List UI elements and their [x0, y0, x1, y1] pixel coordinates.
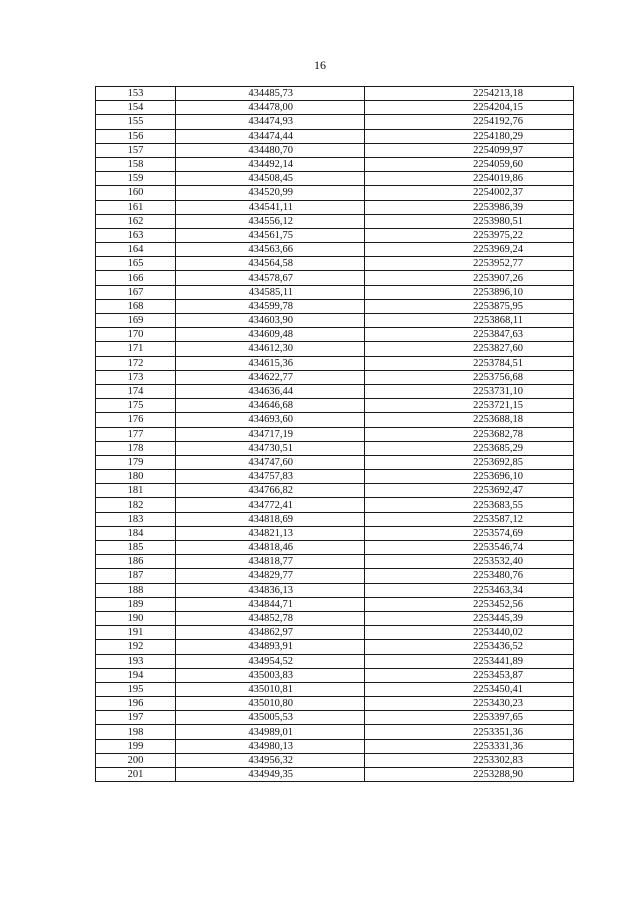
point-number-cell: 185 [96, 541, 176, 555]
table-row [96, 87, 574, 101]
point-number-cell: 190 [96, 611, 176, 625]
point-number-cell: 174 [96, 384, 176, 398]
y-coordinate-cell: 2253721,15 [365, 399, 574, 413]
x-coordinate-cell: 434478,00 [176, 101, 365, 115]
y-coordinate-cell: 2253331,36 [365, 739, 574, 753]
y-coordinate-cell: 2253445,39 [365, 611, 574, 625]
x-coordinate-cell: 434893,91 [176, 640, 365, 654]
y-coordinate-cell: 2253692,47 [365, 484, 574, 498]
table-row [96, 214, 574, 228]
y-coordinate-cell: 2253683,55 [365, 498, 574, 512]
x-coordinate-cell: 434508,45 [176, 172, 365, 186]
x-coordinate-cell: 434954,52 [176, 654, 365, 668]
y-coordinate-cell: 2254019,86 [365, 172, 574, 186]
table-row [96, 413, 574, 427]
table-row [96, 668, 574, 682]
point-number-cell: 153 [96, 87, 176, 101]
y-coordinate-cell: 2253532,40 [365, 555, 574, 569]
x-coordinate-cell: 434492,14 [176, 157, 365, 171]
x-coordinate-cell: 434603,90 [176, 314, 365, 328]
x-coordinate-cell: 434693,60 [176, 413, 365, 427]
table-row [96, 228, 574, 242]
point-number-cell: 156 [96, 129, 176, 143]
y-coordinate-cell: 2253868,11 [365, 314, 574, 328]
point-number-cell: 186 [96, 555, 176, 569]
x-coordinate-cell: 434485,73 [176, 87, 365, 101]
table-row [96, 753, 574, 767]
x-coordinate-cell: 434949,35 [176, 768, 365, 782]
table-row [96, 512, 574, 526]
y-coordinate-cell: 2254002,37 [365, 186, 574, 200]
x-coordinate-cell: 434989,01 [176, 725, 365, 739]
point-number-cell: 176 [96, 413, 176, 427]
y-coordinate-cell: 2253440,02 [365, 626, 574, 640]
point-number-cell: 167 [96, 285, 176, 299]
table-row [96, 484, 574, 498]
x-coordinate-cell: 434585,11 [176, 285, 365, 299]
x-coordinate-cell: 434757,83 [176, 470, 365, 484]
x-coordinate-cell: 435005,53 [176, 711, 365, 725]
y-coordinate-cell: 2253685,29 [365, 441, 574, 455]
table-row [96, 455, 574, 469]
point-number-cell: 197 [96, 711, 176, 725]
x-coordinate-cell: 434956,32 [176, 753, 365, 767]
x-coordinate-cell: 434622,77 [176, 370, 365, 384]
x-coordinate-cell: 434609,48 [176, 328, 365, 342]
y-coordinate-cell: 2254204,15 [365, 101, 574, 115]
y-coordinate-cell: 2253827,60 [365, 342, 574, 356]
point-number-cell: 175 [96, 399, 176, 413]
point-number-cell: 168 [96, 299, 176, 313]
table-row [96, 611, 574, 625]
point-number-cell: 184 [96, 526, 176, 540]
y-coordinate-cell: 2254059,60 [365, 157, 574, 171]
y-coordinate-cell: 2254213,18 [365, 87, 574, 101]
x-coordinate-cell: 434980,13 [176, 739, 365, 753]
x-coordinate-cell: 434747,60 [176, 455, 365, 469]
point-number-cell: 154 [96, 101, 176, 115]
y-coordinate-cell: 2253452,56 [365, 597, 574, 611]
x-coordinate-cell: 434844,71 [176, 597, 365, 611]
x-coordinate-cell: 435003,83 [176, 668, 365, 682]
point-number-cell: 170 [96, 328, 176, 342]
table-row [96, 441, 574, 455]
coordinates-table [95, 86, 574, 782]
table-row [96, 697, 574, 711]
point-number-cell: 198 [96, 725, 176, 739]
point-number-cell: 155 [96, 115, 176, 129]
x-coordinate-cell: 434474,44 [176, 129, 365, 143]
y-coordinate-cell: 2253975,22 [365, 228, 574, 242]
point-number-cell: 173 [96, 370, 176, 384]
point-number-cell: 181 [96, 484, 176, 498]
y-coordinate-cell: 2253302,83 [365, 753, 574, 767]
point-number-cell: 163 [96, 228, 176, 242]
y-coordinate-cell: 2253682,78 [365, 427, 574, 441]
x-coordinate-cell: 435010,80 [176, 697, 365, 711]
coordinates-table-body [96, 87, 574, 782]
table-row [96, 243, 574, 257]
point-number-cell: 158 [96, 157, 176, 171]
point-number-cell: 179 [96, 455, 176, 469]
table-row [96, 370, 574, 384]
table-row [96, 597, 574, 611]
table-row [96, 654, 574, 668]
table-row [96, 356, 574, 370]
point-number-cell: 201 [96, 768, 176, 782]
point-number-cell: 164 [96, 243, 176, 257]
x-coordinate-cell: 434578,67 [176, 271, 365, 285]
x-coordinate-cell: 434772,41 [176, 498, 365, 512]
y-coordinate-cell: 2253453,87 [365, 668, 574, 682]
table-row [96, 299, 574, 313]
table-row [96, 569, 574, 583]
point-number-cell: 192 [96, 640, 176, 654]
x-coordinate-cell: 434480,70 [176, 143, 365, 157]
x-coordinate-cell: 434646,68 [176, 399, 365, 413]
y-coordinate-cell: 2253288,90 [365, 768, 574, 782]
x-coordinate-cell: 434766,82 [176, 484, 365, 498]
point-number-cell: 200 [96, 753, 176, 767]
point-number-cell: 159 [96, 172, 176, 186]
table-row [96, 157, 574, 171]
point-number-cell: 195 [96, 682, 176, 696]
x-coordinate-cell: 434818,69 [176, 512, 365, 526]
table-row [96, 498, 574, 512]
table-row [96, 541, 574, 555]
point-number-cell: 161 [96, 200, 176, 214]
y-coordinate-cell: 2253436,52 [365, 640, 574, 654]
y-coordinate-cell: 2254180,29 [365, 129, 574, 143]
point-number-cell: 187 [96, 569, 176, 583]
y-coordinate-cell: 2253784,51 [365, 356, 574, 370]
y-coordinate-cell: 2253441,89 [365, 654, 574, 668]
x-coordinate-cell: 434612,30 [176, 342, 365, 356]
point-number-cell: 166 [96, 271, 176, 285]
y-coordinate-cell: 2253480,76 [365, 569, 574, 583]
point-number-cell: 189 [96, 597, 176, 611]
table-row [96, 682, 574, 696]
point-number-cell: 169 [96, 314, 176, 328]
point-number-cell: 177 [96, 427, 176, 441]
table-row [96, 257, 574, 271]
y-coordinate-cell: 2254192,76 [365, 115, 574, 129]
x-coordinate-cell: 434862,97 [176, 626, 365, 640]
x-coordinate-cell: 434561,75 [176, 228, 365, 242]
table-row [96, 200, 574, 214]
table-row [96, 115, 574, 129]
x-coordinate-cell: 434818,77 [176, 555, 365, 569]
table-row [96, 626, 574, 640]
x-coordinate-cell: 434563,66 [176, 243, 365, 257]
point-number-cell: 196 [96, 697, 176, 711]
y-coordinate-cell: 2253430,23 [365, 697, 574, 711]
x-coordinate-cell: 434836,13 [176, 583, 365, 597]
y-coordinate-cell: 2253896,10 [365, 285, 574, 299]
point-number-cell: 157 [96, 143, 176, 157]
point-number-cell: 188 [96, 583, 176, 597]
y-coordinate-cell: 2253847,63 [365, 328, 574, 342]
x-coordinate-cell: 434717,19 [176, 427, 365, 441]
table-row [96, 583, 574, 597]
table-row [96, 271, 574, 285]
y-coordinate-cell: 2253546,74 [365, 541, 574, 555]
y-coordinate-cell: 2253397,65 [365, 711, 574, 725]
y-coordinate-cell: 2253731,10 [365, 384, 574, 398]
point-number-cell: 183 [96, 512, 176, 526]
y-coordinate-cell: 2253688,18 [365, 413, 574, 427]
table-row [96, 143, 574, 157]
table-row [96, 384, 574, 398]
point-number-cell: 193 [96, 654, 176, 668]
y-coordinate-cell: 2253587,12 [365, 512, 574, 526]
point-number-cell: 172 [96, 356, 176, 370]
point-number-cell: 160 [96, 186, 176, 200]
y-coordinate-cell: 2253980,51 [365, 214, 574, 228]
table-row [96, 768, 574, 782]
table-row [96, 427, 574, 441]
table-row [96, 129, 574, 143]
table-row [96, 711, 574, 725]
x-coordinate-cell: 434821,13 [176, 526, 365, 540]
table-row [96, 314, 574, 328]
x-coordinate-cell: 434636,44 [176, 384, 365, 398]
x-coordinate-cell: 434564,58 [176, 257, 365, 271]
y-coordinate-cell: 2253696,10 [365, 470, 574, 484]
x-coordinate-cell: 434541,11 [176, 200, 365, 214]
table-row [96, 640, 574, 654]
point-number-cell: 165 [96, 257, 176, 271]
x-coordinate-cell: 434599,78 [176, 299, 365, 313]
table-row [96, 739, 574, 753]
point-number-cell: 162 [96, 214, 176, 228]
table-row [96, 526, 574, 540]
point-number-cell: 182 [96, 498, 176, 512]
point-number-cell: 194 [96, 668, 176, 682]
x-coordinate-cell: 434520,99 [176, 186, 365, 200]
y-coordinate-cell: 2253692,85 [365, 455, 574, 469]
x-coordinate-cell: 434474,93 [176, 115, 365, 129]
y-coordinate-cell: 2253986,39 [365, 200, 574, 214]
y-coordinate-cell: 2253351,36 [365, 725, 574, 739]
table-row [96, 399, 574, 413]
y-coordinate-cell: 2253969,24 [365, 243, 574, 257]
y-coordinate-cell: 2254099,97 [365, 143, 574, 157]
table-row [96, 725, 574, 739]
x-coordinate-cell: 434852,78 [176, 611, 365, 625]
page-number: 16 [314, 58, 326, 72]
table-row [96, 172, 574, 186]
table-row [96, 285, 574, 299]
point-number-cell: 171 [96, 342, 176, 356]
point-number-cell: 180 [96, 470, 176, 484]
y-coordinate-cell: 2253450,41 [365, 682, 574, 696]
x-coordinate-cell: 434829,77 [176, 569, 365, 583]
table-row [96, 328, 574, 342]
y-coordinate-cell: 2253875,95 [365, 299, 574, 313]
point-number-cell: 191 [96, 626, 176, 640]
x-coordinate-cell: 435010,81 [176, 682, 365, 696]
point-number-cell: 178 [96, 441, 176, 455]
y-coordinate-cell: 2253756,68 [365, 370, 574, 384]
table-row [96, 470, 574, 484]
table-row [96, 342, 574, 356]
table-row [96, 555, 574, 569]
table-row [96, 101, 574, 115]
y-coordinate-cell: 2253952,77 [365, 257, 574, 271]
x-coordinate-cell: 434556,12 [176, 214, 365, 228]
y-coordinate-cell: 2253907,26 [365, 271, 574, 285]
y-coordinate-cell: 2253463,34 [365, 583, 574, 597]
y-coordinate-cell: 2253574,69 [365, 526, 574, 540]
x-coordinate-cell: 434818,46 [176, 541, 365, 555]
table-row [96, 186, 574, 200]
x-coordinate-cell: 434615,36 [176, 356, 365, 370]
x-coordinate-cell: 434730,51 [176, 441, 365, 455]
point-number-cell: 199 [96, 739, 176, 753]
